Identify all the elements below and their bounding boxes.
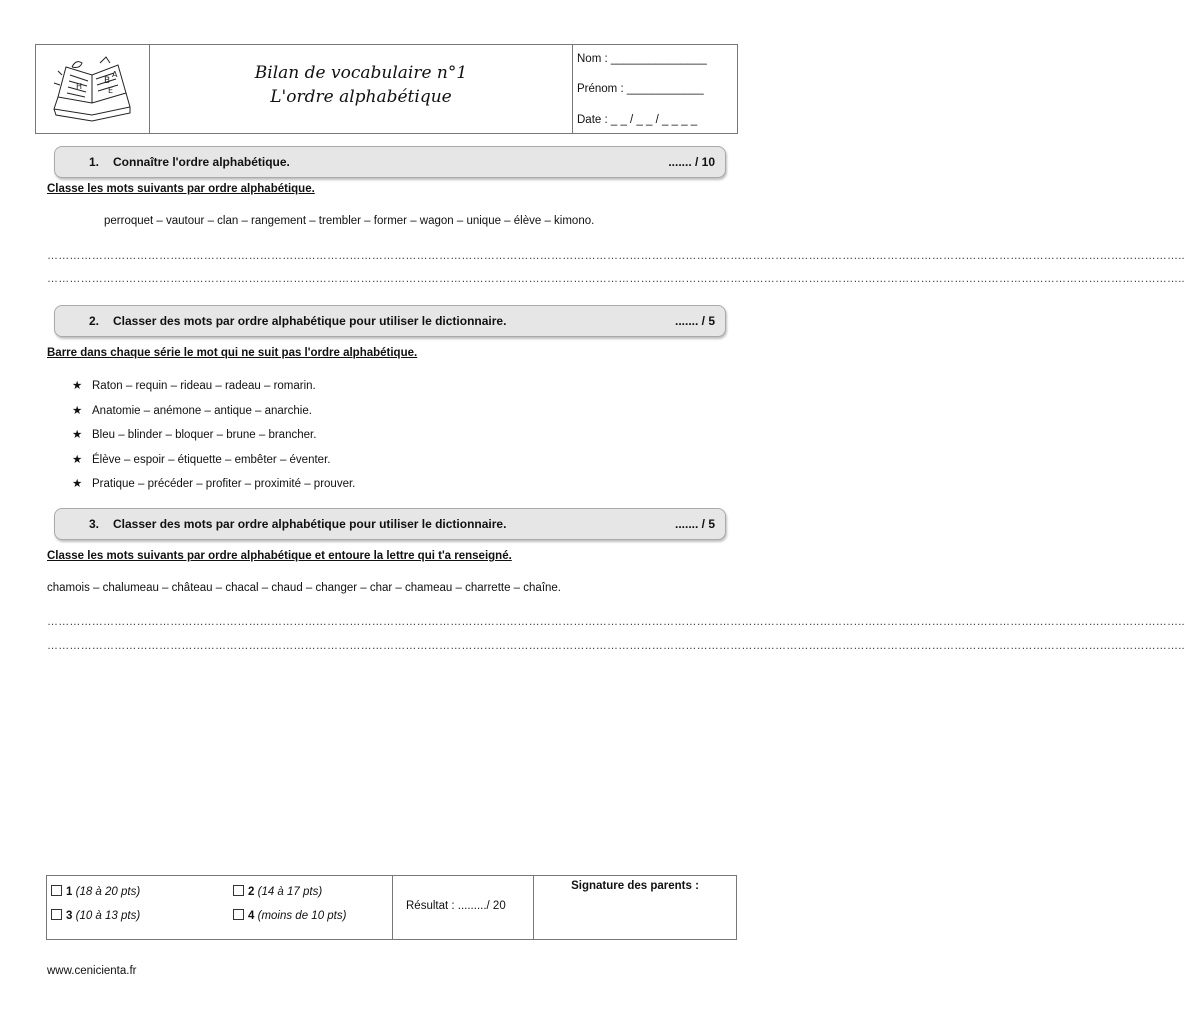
- svg-text:B: B: [104, 76, 111, 86]
- star-icon: ★: [72, 454, 83, 466]
- title-cell: [150, 45, 573, 133]
- level-4-option[interactable]: 4 (moins de 10 pts): [233, 909, 346, 922]
- level-2-option[interactable]: 2 (14 à 17 pts): [233, 885, 322, 898]
- section-1-words: perroquet – vautour – clan – rangement – trembler – former – wagon – unique – élève – kimono.: [104, 215, 595, 227]
- svg-text:H: H: [76, 82, 83, 91]
- section-number: 3.: [89, 517, 100, 531]
- checkbox-icon[interactable]: [233, 885, 244, 896]
- levels-cell: [47, 876, 393, 939]
- result-cell: [393, 876, 534, 939]
- section-number: 2.: [89, 314, 100, 328]
- list-item: ★ Anatomie – anémone – antique – anarchie.: [72, 405, 312, 417]
- section-title: Connaître l'ordre alphabétique.: [113, 155, 290, 169]
- star-icon: ★: [72, 380, 83, 392]
- checkbox-icon[interactable]: [51, 885, 62, 896]
- list-item: ★ Pratique – précéder – profiter – proximité – prouver.: [72, 478, 356, 490]
- svg-text:A: A: [112, 70, 118, 79]
- worksheet-title: Bilan de vocabulaire n°1: [254, 63, 468, 83]
- checkbox-icon[interactable]: [51, 909, 62, 920]
- list-item: ★ Raton – requin – rideau – radeau – romarin.: [72, 380, 316, 392]
- result-field[interactable]: Résultat : ........./ 20: [406, 900, 506, 912]
- section-title: Classer des mots par ordre alphabétique pour utiliser le dictionnaire.: [113, 314, 507, 328]
- logo-cell: [36, 45, 150, 133]
- website-link[interactable]: www.cenicienta.fr: [47, 965, 137, 977]
- worksheet-subtitle: L'ordre alphabétique: [270, 87, 452, 107]
- section-title: Classer des mots par ordre alphabétique pour utiliser le dictionnaire.: [113, 517, 507, 531]
- section-number: 1.: [89, 155, 100, 169]
- date-field[interactable]: Date : _ _ / _ _ / _ _ _ _: [577, 114, 698, 126]
- answer-line[interactable]: ……………………………………………………………………………………………………………………………………………………………………………………………………………………………………………………………………………..: [47, 250, 1185, 262]
- answer-line[interactable]: ……………………………………………………………………………………………………………………………………………………………………………………………………………………………………………………………………………..: [47, 273, 1185, 285]
- answer-line[interactable]: ……………………………………………………………………………………………………………………………………………………………………………………………………………………………………………………………………………..: [47, 640, 1185, 652]
- section-1-instruction: Classe les mots suivants par ordre alphabétique.: [47, 183, 315, 195]
- section-3-words: chamois – chalumeau – château – chacal – chaud – changer – char – chameau – charrette – chaîne.: [47, 582, 561, 594]
- star-icon: ★: [72, 478, 83, 490]
- level-3-option[interactable]: 3 (10 à 13 pts): [51, 909, 140, 922]
- section-score: ....... / 5: [674, 517, 715, 531]
- answer-line[interactable]: ……………………………………………………………………………………………………………………………………………………………………………………………………………………………………………………………………………..: [47, 616, 1185, 628]
- checkbox-icon[interactable]: [233, 909, 244, 920]
- section-2-instruction: Barre dans chaque série le mot qui ne suit pas l'ordre alphabétique.: [47, 347, 418, 359]
- assessment-table: [46, 875, 737, 940]
- student-fields: [573, 45, 737, 133]
- svg-text:E: E: [108, 86, 114, 95]
- list-item: ★ Bleu – blinder – bloquer – brune – brancher.: [72, 429, 317, 441]
- nom-field[interactable]: Nom : _______________: [577, 53, 707, 65]
- signature-label: Signature des parents :: [571, 880, 699, 892]
- prenom-field[interactable]: Prénom : ____________: [577, 83, 704, 95]
- signature-cell: [534, 876, 736, 939]
- level-1-option[interactable]: 1 (18 à 20 pts): [51, 885, 140, 898]
- book-illustration: [36, 45, 149, 133]
- section-score: ....... / 5: [674, 314, 715, 328]
- section-2-bar: [54, 305, 726, 337]
- section-score: ....... / 10: [668, 155, 715, 169]
- section-1-bar: [54, 146, 726, 178]
- list-item: ★ Élève – espoir – étiquette – embêter – éventer.: [72, 454, 331, 466]
- section-3-instruction: Classe les mots suivants par ordre alphabétique et entoure la lettre qui t'a renseigné.: [47, 550, 512, 562]
- star-icon: ★: [72, 429, 83, 441]
- star-icon: ★: [72, 405, 83, 417]
- section-3-bar: [54, 508, 726, 540]
- header-table: [35, 44, 738, 134]
